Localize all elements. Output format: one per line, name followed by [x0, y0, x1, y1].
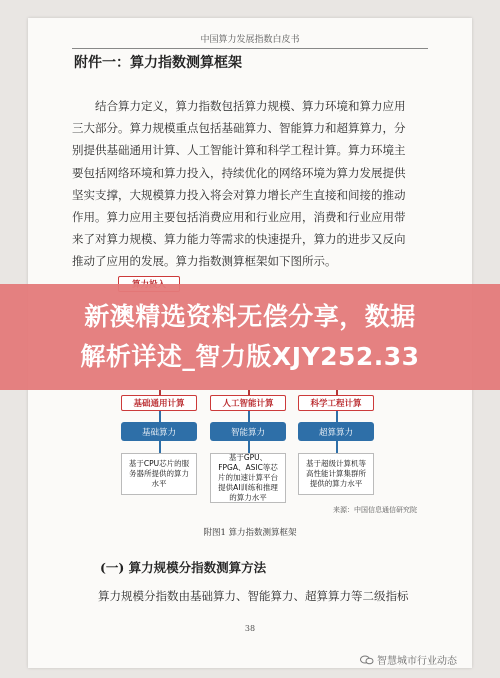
body-line: 作用。算力应用主要包括消费应用和行业应用，消费和行业应用带: [72, 210, 406, 225]
subsection-title: (一) 算力规模分指数测算方法: [100, 560, 267, 575]
power-pill-super: 超算算力: [298, 422, 374, 441]
body-paragraph: [72, 95, 424, 273]
appendix-title: 附件一：算力指数测算框架: [74, 55, 242, 71]
calc-box-ai: 人工智能计算: [210, 395, 286, 411]
overlay-title: [0, 297, 500, 377]
connector-line: [159, 411, 161, 422]
connector-line: [248, 411, 250, 422]
connector-line: [248, 441, 250, 453]
body-line: 坚实支撑，大规模算力投入将会对算力增长产生直接和间接的推动: [72, 187, 406, 202]
calc-box-basic: 基础通用计算: [121, 395, 197, 411]
page-number: 38: [244, 624, 256, 633]
wechat-icon: [360, 655, 374, 665]
header-rule: [72, 48, 428, 49]
body-line: 别提供基础通用计算、人工智能计算和科学工程计算。算力环境主: [72, 143, 406, 158]
running-header: 中国算力发展指数白皮书: [200, 35, 300, 45]
connector-line: [336, 441, 338, 453]
body-line: 要包括网络环境和算力投入，持续优化的网络环境为算力发展提供: [72, 165, 406, 180]
body-line: 三大部分。算力规模重点包括基础算力、智能算力和超算算力，分: [72, 121, 406, 136]
watermark: [360, 652, 457, 667]
desc-basic: 基于CPU芯片的服务器所提供的算力水平: [121, 453, 197, 495]
overlay-title-line: 解析详述_智力版XJY252.33: [80, 342, 420, 371]
power-pill-ai: 智能算力: [210, 422, 286, 441]
calc-box-science: 科学工程计算: [298, 395, 374, 411]
power-pill-basic: 基础算力: [121, 422, 197, 441]
watermark-text: 智慧城市行业动态: [377, 656, 457, 667]
subsection-line: 算力规模分指数由基础算力、智能算力、超算算力等二级指标: [98, 589, 409, 603]
connector-line: [336, 411, 338, 422]
overlay-title-line: 新澳精选资料无偿分享，数据: [84, 302, 416, 331]
desc-ai: 基于GPU、FPGA、ASIC等芯片的加速计算平台提供AI训练和推理的算力水平: [210, 453, 286, 503]
figure-caption: 附图1 算力指数测算框架: [203, 528, 297, 538]
body-line: 推动了应用的发展。算力指数测算框架如下图所示。: [72, 254, 337, 269]
desc-super: 基于超级计算机等高性能计算集群所提供的算力水平: [298, 453, 374, 495]
figure-source: 来源：中国信息通信研究院: [333, 506, 417, 514]
connector-line: [159, 441, 161, 453]
body-line: 结合算力定义，算力指数包括算力规模、算力环境和算力应用: [95, 99, 406, 113]
body-line: 来了对算力规模、算力能力等需求的快速提升，算力的进步又反向: [72, 232, 406, 247]
